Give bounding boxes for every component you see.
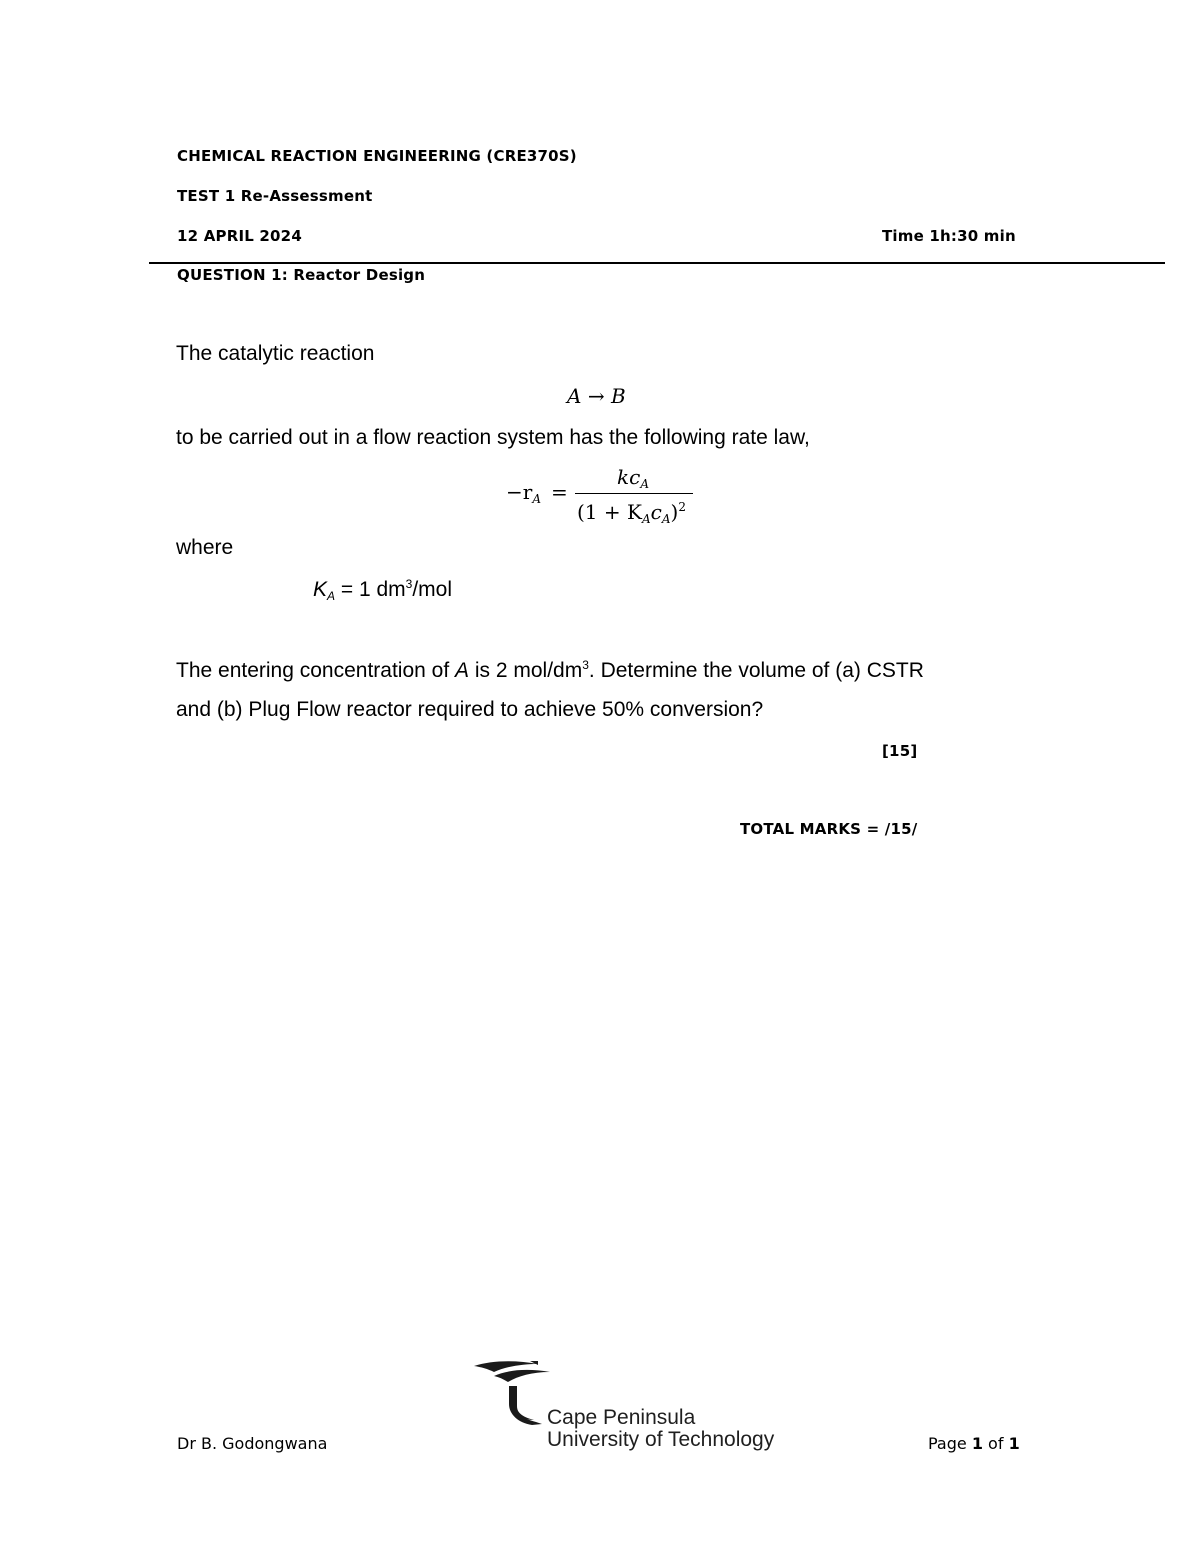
rate-denominator-sub2: A [661,512,671,526]
product-b: B [610,384,626,408]
rate-lhs-subscript: A [532,492,541,506]
rate-denominator-c: c [650,500,662,524]
rate-denominator-exponent: 2 [678,500,686,514]
problem-text-a: The entering concentration of [176,659,456,682]
rate-numerator [617,465,649,491]
rate-lhs-symbol: −r [506,480,533,504]
test-date: 12 APRIL 2024 [177,227,302,245]
intro-text: The catalytic reaction [176,342,375,365]
ka-subscript: A [327,589,336,603]
logo-line-2: University of Technology [547,1428,775,1451]
fraction-bar [575,493,693,494]
test-title: TEST 1 Re-Assessment [177,187,373,205]
rate-denominator [577,500,686,526]
ka-value: = 1 dm [335,578,406,601]
total-marks: TOTAL MARKS = /15/ [740,820,918,838]
problem-line-2: and (b) Plug Flow reactor required to achieve 50% conversion? [176,698,764,721]
page-label: Page [928,1434,972,1453]
ka-definition [313,577,452,603]
rate-law-intro: to be carried out in a flow reaction system has the following rate law, [176,426,810,449]
page-of: of [982,1434,1009,1453]
test-duration: Time 1h:30 min [882,227,1016,245]
rate-denominator-open: (1 + K [577,500,642,524]
rate-denominator-close: ) [670,500,679,524]
header-divider [149,262,1165,264]
page-number [928,1434,1020,1453]
problem-exponent: 3 [582,658,589,672]
problem-line-1 [176,658,924,683]
rate-equals: = [551,480,568,504]
question-marks: [15] [882,742,918,760]
course-title: CHEMICAL REACTION ENGINEERING (CRE370S) [177,147,577,165]
problem-text-b: is 2 mol/dm [469,659,583,682]
rate-numerator-subscript: A [640,477,649,491]
rate-denominator-sub1: A [641,512,651,526]
page-total: 1 [1008,1434,1020,1453]
question-title: QUESTION 1: Reactor Design [177,266,426,284]
ka-symbol: K [313,578,328,601]
page-current: 1 [971,1434,983,1453]
reaction-arrow: → [587,384,605,408]
rate-numerator-text: kc [617,465,641,489]
reactant-a: A [567,384,582,408]
problem-text-c: . Determine the volume of (a) CSTR [588,659,924,682]
ka-exponent: 3 [405,577,413,591]
logo-line-1: Cape Peninsula [547,1406,696,1429]
reaction-equation [567,384,626,408]
footer-author: Dr B. Godongwana [177,1434,328,1453]
problem-species-a: A [455,659,470,682]
rate-lhs [506,480,541,506]
where-text: where [176,536,234,559]
ka-unit: /mol [412,578,453,601]
